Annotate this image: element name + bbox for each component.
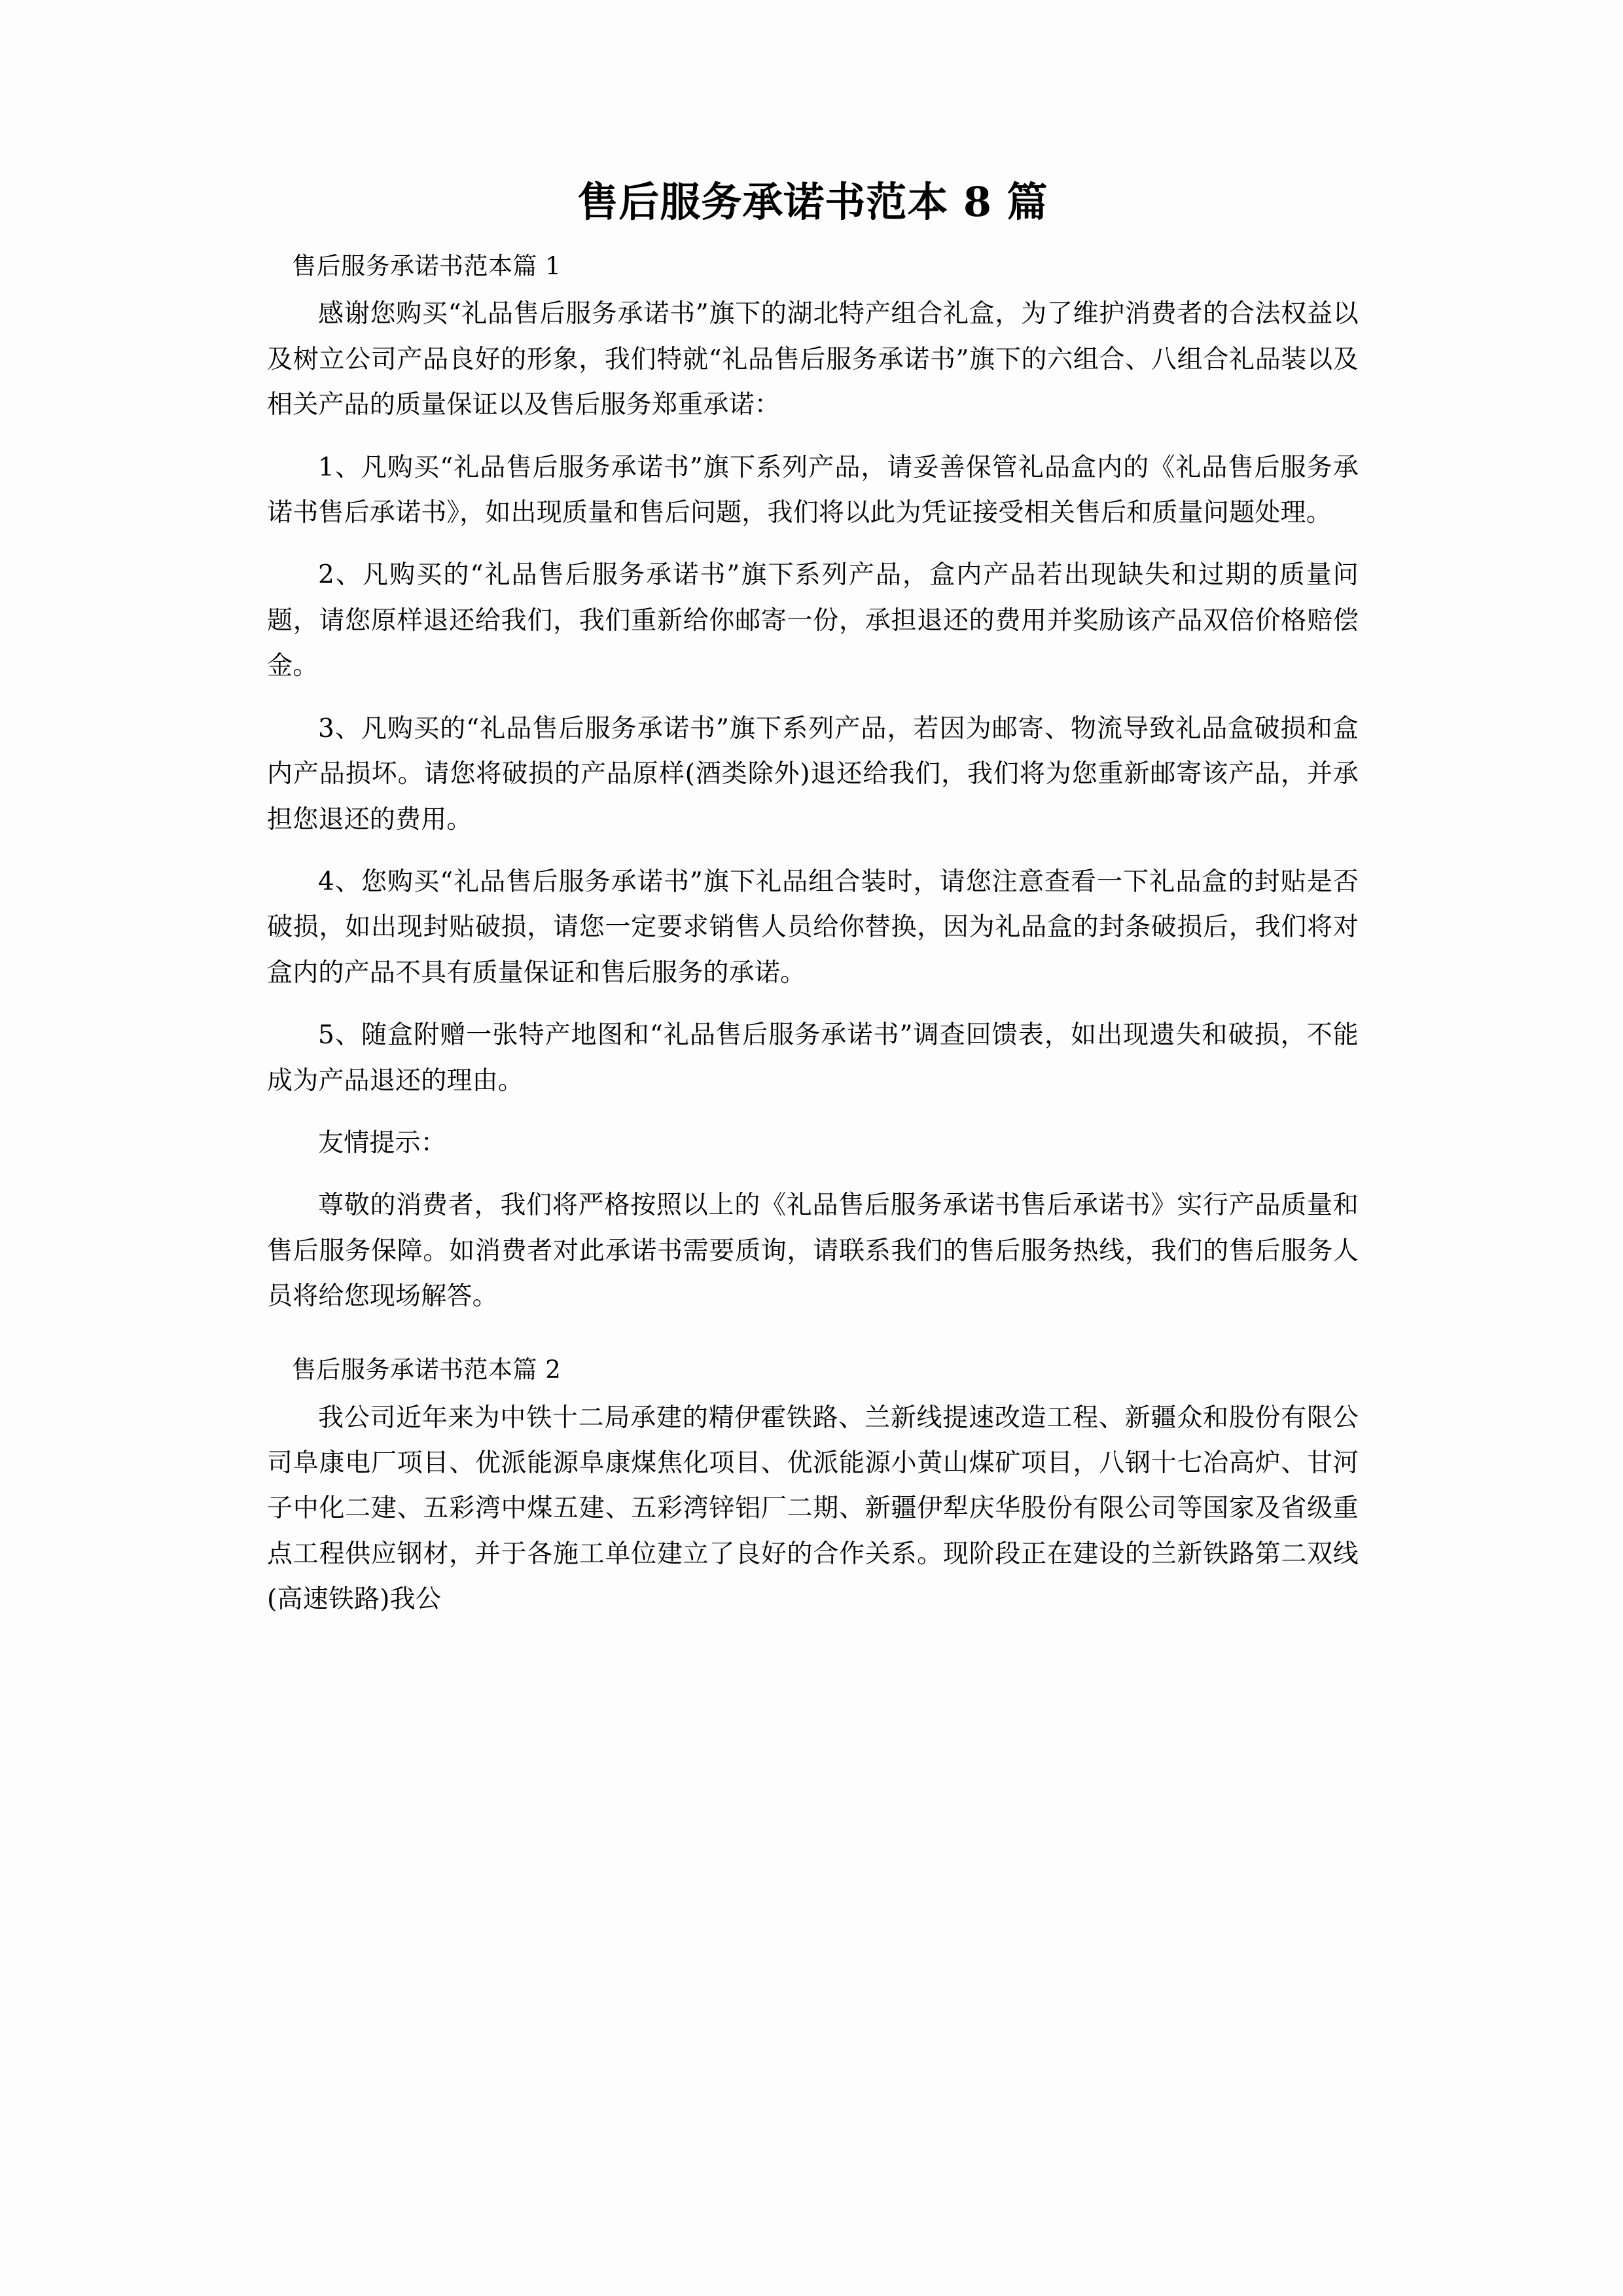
paragraph: 2、凡购买的“礼品售后服务承诺书”旗下系列产品，盒内产品若出现缺失和过期的质量问题，请您原样退还给我们，我们重新给你邮寄一份，承担退还的费用并奖励该产品双倍价格赔偿金。	[267, 560, 1359, 681]
document-content	[267, 177, 1359, 1623]
paragraph: 感谢您购买“礼品售后服务承诺书”旗下的湖北特产组合礼盒，为了维护消费者的合法权益以及树立公司产品良好的形象，我们特就“礼品售后服务承诺书”旗下的六组合、八组合礼品装以及相关产品的质量保证以及售后服务郑重承诺：	[267, 299, 1359, 420]
section-heading-2: 售后服务承诺书范本篇 2	[292, 1355, 562, 1384]
paragraph: 3、凡购买的“礼品售后服务承诺书”旗下系列产品，若因为邮寄、物流导致礼品盒破损和盒内产品损坏。请您将破损的产品原样(酒类除外)退还给我们，我们将为您重新邮寄该产品，并承担您退还的费用。	[267, 713, 1359, 834]
page-title: 售后服务承诺书范本 8 篇	[577, 178, 1048, 226]
paragraph: 1、凡购买“礼品售后服务承诺书”旗下系列产品，请妥善保管礼品盒内的《礼品售后服务承诺书售后承诺书》，如出现质量和售后问题，我们将以此为凭证接受相关售后和质量问题处理。	[267, 452, 1359, 528]
paragraph: 友情提示：	[318, 1128, 447, 1158]
section-divider	[267, 1323, 1359, 1354]
paragraph: 5、随盒附赠一张特产地图和“礼品售后服务承诺书”调查回馈表，如出现遗失和破损，不能成为产品退还的理由。	[267, 1020, 1359, 1096]
paragraph: 我公司近年来为中铁十二局承建的精伊霍铁路、兰新线提速改造工程、新疆众和股份有限公司阜康电厂项目、优派能源阜康煤焦化项目、优派能源小黄山煤矿项目，八钢十七冶高炉、甘河子中化二建、五彩湾中煤五建、五彩湾锌铝厂二期、新疆伊犁庆华股份有限公司等国家及省级重点工程供应钢材，并于各施工单位建立了良好的合作关系。现阶段正在建设的兰新铁路第二双线(高速铁路)我公	[267, 1403, 1359, 1615]
section-heading-1: 售后服务承诺书范本篇 1	[292, 251, 562, 280]
paragraph: 4、您购买“礼品售后服务承诺书”旗下礼品组合装时，请您注意查看一下礼品盒的封贴是否破损，如出现封贴破损，请您一定要求销售人员给你替换，因为礼品盒的封条破损后，我们将对盒内的产品不具有质量保证和售后服务的承诺。	[267, 867, 1359, 988]
paragraph: 尊敬的消费者，我们将严格按照以上的《礼品售后服务承诺书售后承诺书》实行产品质量和售后服务保障。如消费者对此承诺书需要质询，请联系我们的售后服务热线，我们的售后服务人员将给您现场解答。	[267, 1191, 1359, 1312]
